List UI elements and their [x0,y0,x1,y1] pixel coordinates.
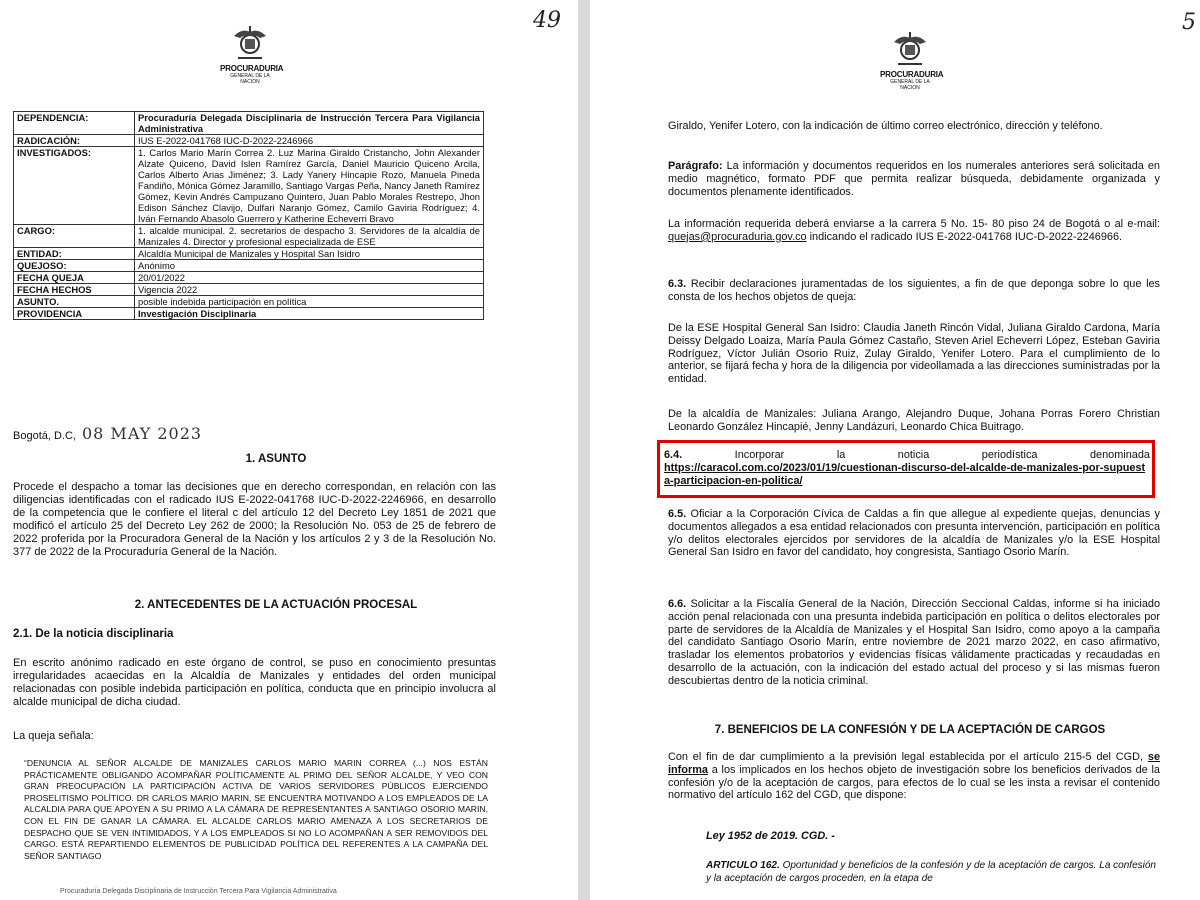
logo-title: PROCURADURIA [220,64,284,73]
word: denominada [1089,449,1150,461]
document-page-left [0,0,578,900]
table-row [14,284,484,296]
table-row [14,272,484,284]
paragraph-ese-witnesses: De la ESE Hospital General San Isidro: Claudia Janeth Rincón Vidal, Juliana Giraldo Cardona, María Deissy Delgado Loaiza, María Paula Gómez Castaño, Steven Ariel Echeverri López, Esteban Gaviria Rodríguez, Víctor Julián Osorio Ruiz, Zulay Giraldo, Yenifer Lotero. Para el cumplimiento de lo anterior, se fijará fecha y hora de la diligencia por videollamada a las direcciones suministradas por la entidad. [668,322,1160,386]
row-value: 1. alcalde municipal. 2. secretarios de despacho 3. Servidores de la alcaldía de Manizales 4. Director y profesional especializada de ESE [135,225,484,248]
row-key: INVESTIGADOS: [14,147,135,225]
logo-subtitle: GENERAL DE LA NACION [230,73,270,85]
row-value: posible indebida participación en política [135,296,484,308]
paragraph-beneficios [668,751,1160,802]
paragraph-noticia: En escrito anónimo radicado en este órgano de control, se puso en conocimiento presuntas irregularidades acaecidas en la Alcaldía de Manizales y entidades del orden municipal relacionadas con posible indebida participación en política, conducta que en principio involucra al alcalde municipal de dicha ciudad. [13,657,496,708]
section-text: Oficiar a la Corporación Cívica de Caldas a fin que allegue al expediente quejas, denuncias y documentos allegados a esa entidad relacionados con presunta intervención, participación en política y/o delitos electorales ejercidos por servidores de la alcaldía de Manizales y/o la ESE Hospital General San Isidro en favor del candidato, hoy congresista, Santiago Osorio Marín. [668,508,1160,559]
section-heading-beneficios: 7. BENEFICIOS DE LA CONFESIÓN Y DE LA ACEPTACIÓN DE CARGOS [714,724,1106,736]
date-stamp: 08 MAY 2023 [81,424,203,443]
word: noticia [897,449,930,461]
p7-bold: se informa [668,751,1161,776]
paragraph-continuation: Giraldo, Yenifer Lotero, con la indicación de último correo electrónico, dirección y teléfono. [668,120,1103,132]
row-key: RADICACIÓN: [14,135,135,147]
row-value: Alcaldía Municipal de Manizales y Hospital San Isidro [135,248,484,260]
procuraduria-logo [880,30,944,91]
envio-pre: La información requerida deberá enviarse a la carrera 5 No. 15- 80 piso 24 de Bogotá o al e-mail: [668,218,1160,230]
table-row [14,225,484,248]
paragraph-queja-label: La queja señala: [13,730,94,742]
procuraduria-logo [220,24,284,85]
row-value: Anónimo [135,260,484,272]
paragraph-envio [668,218,1160,244]
envio-post: indicando el radicado IUS E-2022-041768 IUC-D-2022-2246966. [809,230,1123,243]
section-heading-antecedentes: 2. ANTECEDENTES DE LA ACTUACIÓN PROCESAL [134,599,418,611]
section-heading-asunto: 1. ASUNTO [245,453,307,465]
row-value: Investigación Disciplinaria [135,308,484,320]
row-key: DEPENDENCIA: [14,112,135,135]
row-key: CARGO: [14,225,135,248]
article-text: Oportunidad y beneficios de la confesión y de la aceptación de cargos. La confesión y la aceptación de cargos proceden, en la etapa de [706,860,1156,884]
section-number: 6.5. [668,508,687,520]
case-info-table [13,111,484,320]
page-footer: Procuraduría Delegada Disciplinaria de Instrucción Tercera Para Vigilancia Administrativa [60,888,337,895]
paragraph-asunto: Procede el despacho a tomar las decisiones que en derecho correspondan, en relación con las diligencias identificadas con el radicado IUS E-2022-041768 IUC-D-2022-2246966, en desarrollo de la competencia que le confiere el literal c del artículo 12 del Decreto Ley 1851 de 2021 que modificó el artículo 25 del Decreto Ley 262 de 2000; la Resolución No. 053 de 25 de febrero de 2022 proferida por la Procuradora General de la Nación y los artículos 2 y 3 de la Resolución No. 377 de 2022 de la Procuraduría General de la Nación. [13,481,496,558]
handwritten-page-number: 49 [533,8,561,33]
word: la [836,449,846,461]
news-link[interactable]: https://caracol.com.co/2023/01/19/cuestionan-discurso-del-alcalde-de-manizales-por-supuesta-participacion-en-politica/ [664,461,1146,487]
row-value: Vigencia 2022 [135,284,484,296]
row-value: Procuraduría Delegada Disciplinaria de Instrucción Tercera Para Vigilancia Administrativa [135,112,484,135]
handwritten-page-number: 5 [1182,10,1196,35]
section-number: 6.4. [664,449,683,461]
email-link[interactable]: quejas@procuraduria.gov.co [668,230,807,243]
date-prefix: Bogotá, D.C, [13,430,76,442]
complaint-quote: “DENUNCIA AL SEÑOR ALCALDE DE MANIZALES CARLOS MARIO MARIN CORREA (...) NOS ESTÁN PRÁCTICAMENTE OBLIGANDO ACOMPAÑAR POLÍTICAMENTE AL PRIMO DEL SEÑOR ALCALDE, Y VEO CON GRAN PREOCUPACIÓN LA PARTICIPACIÓN ACTIVA DE VARIOS SERVIDORES PÚBLICOS EJERCIENDO PROSELITISMO POLÍTICO. DR CARLOS MARIO MARIN, SE ENCUENTRA MOTIVANDO A LOS EMPLEADOS DE LA ALCALDIA PARA QUE APOYEN A SU PRIMO A LA CÁMARA DE REPRESENTANTES A SANTIAGO OSORIO MARIN, CON EL FIN DE GANAR LA CÁMARA. EL ALCALDE CARLOS MARIO AMENAZA A LOS SECRETARIOS DE DESPACHO QUE SE VEN INTIMIDADOS, Y A LOS EMPLEADOS SI NO LO ACOMPAÑAN A SER REMOVIDOS DEL CARGO. ESTÁ REPARTIENDO ELEMENTOS DE PUBLICIDAD POLÍTICA DEL REFERENTES A LA CAMPAÑA DEL SEÑOR SANTIAGO [24,758,488,861]
paragraph-6-6 [668,598,1160,688]
table-row [14,260,484,272]
word: periodística [981,449,1038,461]
section-number: 6.6. [668,598,687,610]
table-row [14,147,484,225]
article-label: ARTICULO 162. [706,860,780,871]
paragraph-6-3 [668,278,1160,304]
section-text: Recibir declaraciones juramentadas de los siguientes, a fin de que deponga sobre lo que les consta de los hechos objetos de queja: [668,278,1161,303]
logo-title: PROCURADURIA [880,70,944,79]
section-number: 6.3. [668,278,687,290]
table-row [14,112,484,135]
table-row [14,248,484,260]
table-row [14,135,484,147]
table-row [14,296,484,308]
paragrafo-text: La información y documentos requeridos en los numerales anteriores será solicitada en medio magnético, formato PDF que permita realizar búsqueda, debidamente organizada y documentos plenamente identificados. [668,160,1160,198]
row-key: ENTIDAD: [14,248,135,260]
section-text: Solicitar a la Fiscalía General de la Nación, Dirección Seccional Caldas, informe si ha iniciado acción penal relacionada con una presunta indebida participación en política o delitos electorales por parte de servidores de la Alcaldía de Manizales y el Hospital San Isidro, como apoyo a la campaña del candidato Santiago Osorio Marín, entre noviembre de 2021 marzo 2022, en caso afirmativo, trasladar los elementos probatorios y evidencias físicas válidamente practicadas y recaudadas en desarrollo de la actuación, con la indicación del estado actual del proceso y si las mismas fueron descubiertas dentro de la noticia criminal. [668,598,1160,687]
coat-of-arms-icon [230,24,270,64]
row-key: ASUNTO. [14,296,135,308]
row-value: IUS E-2022-041768 IUC-D-2022-2246966 [135,135,484,147]
row-value: 20/01/2022 [135,272,484,284]
highlight-box [657,440,1155,498]
row-value: 1. Carlos Mario Marín Correa 2. Luz Marina Giraldo Cristancho, John Alexander Alzate Quiceno, David Islen Ramírez García, Daniel Mauricio Quiceno Arcila, Carlos Alberto Arias Jiménez; 3. Lady Yanery Hincapie Rozo, Manuela Pineda Fandiño, Mónica Gómez Jaramillo, Santiago Vargas Peña, Nancy Janeth Ramírez Gómez, Kevin Andrés Campuzano Quintero, Juan Pablo Morales Restrepo, Jhon Edison Sánchez Clavijo, Dulfari Naranjo Gómez, Camilo Gaviria Rodríguez; 4. Iván Fernando Abasolo Guerrero y Katherine Echeverri Bravo [135,147,484,225]
logo-subtitle: GENERAL DE LA NACION [890,79,930,91]
paragraph-alcaldia-witnesses: De la alcaldía de Manizales: Juliana Arango, Alejandro Duque, Johana Porras Forero Christian Leonardo González Hincapié, Jenny Landázuri, Leonardo Chica Buitrago. [668,408,1160,433]
row-key: PROVIDENCIA [14,308,135,320]
row-key: QUEJOSO: [14,260,135,272]
paragrafo-label: Parágrafo: [668,160,723,172]
word: Incorporar [734,449,785,461]
table-row [14,308,484,320]
p7-post: a los implicados en los hechos objeto de investigación sobre los beneficios derivados de la confesión y/o de la aceptación de cargos, para efectos de lo cual se les insta a revisar el contenido normativo del artículo 162 del CGD, que dispone: [668,763,1160,802]
p7-pre: Con el fin de dar cumplimiento a la previsión legal establecida por el artículo 215-5 del CGD, [668,751,1144,763]
row-key: FECHA HECHOS [14,284,135,296]
coat-of-arms-icon [890,30,930,70]
paragraph-paragrafo [668,160,1160,198]
document-date [13,424,202,443]
subsection-heading: 2.1. De la noticia disciplinaria [13,628,174,640]
article-162 [706,860,1156,886]
row-key: FECHA QUEJA [14,272,135,284]
law-reference: Ley 1952 de 2019. CGD. - [706,830,835,842]
paragraph-6-5 [668,508,1160,559]
